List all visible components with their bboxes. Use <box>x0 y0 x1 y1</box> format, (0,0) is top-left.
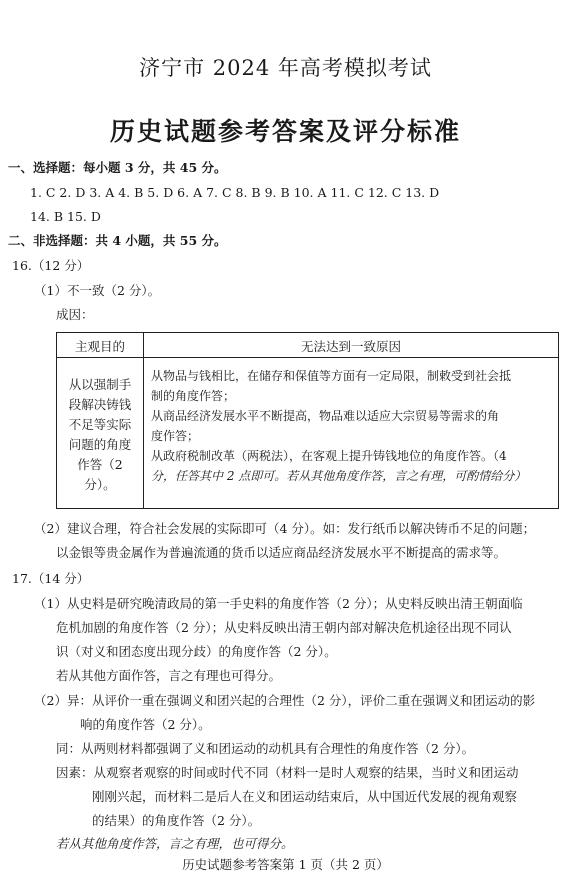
q17-part2-note: 若从其他角度作答，言之有理，也可得分。 <box>56 836 294 851</box>
q17-part1-line2: 危机加剧的角度作答（2 分）；从史料反映出清王朝内部对解决危机途径出现不同认 <box>56 620 512 635</box>
q16-part2-line1: （2）建议合理，符合社会发展的实际即可（4 分）。如：发行纸币以解决铸币不足的问题； <box>34 521 536 536</box>
reason-line: 从物品与钱相比，在储存和保值等方面有一定局限，制敕受到社会抵 <box>151 369 512 383</box>
table-header-purpose: 主观目的 <box>74 339 125 354</box>
q17-part1-note: 若从其他方面作答，言之有理也可得分。 <box>56 668 282 683</box>
reason-line: 分，任答其中 2 点即可。若从其他角度作答，言之有理，可酌情给分） <box>151 469 527 483</box>
table-column-divider <box>143 333 144 508</box>
purpose-line: 段解决铸钱 <box>68 397 132 412</box>
table-header-reason: 无法达到一致原因 <box>300 339 401 354</box>
reason-line: 从商品经济发展水平不断提高，物品难以适应大宗贸易等需求的角 <box>151 409 500 423</box>
reason-line: 从政府税制改革（两税法），在客观上提升铸钱地位的角度作答。（4 <box>151 449 507 463</box>
q17-part1-line3: 识（对义和团态度出现分歧）的角度作答（2 分）。 <box>56 644 337 659</box>
q17-label: 17.（14 分） <box>12 571 90 586</box>
table-cell-reasons <box>151 366 554 486</box>
q16-label: 16.（12 分） <box>12 258 90 273</box>
purpose-line: 不足等实际 <box>68 417 132 432</box>
q17-part2-line2: 响的角度作答（2 分）。 <box>80 717 211 732</box>
q17-part2-factor-line1: 因素：从观察者观察的时间或时代不同（材料一是时人观察的结果，当时义和团运动 <box>56 765 519 780</box>
reason-line: 制的角度作答； <box>151 389 236 403</box>
q16-answer-table <box>56 332 559 509</box>
reason-line: 度作答； <box>151 429 200 443</box>
answers-line-1: 1. C 2. D 3. A 4. B 5. D 6. A 7. C 8. B 9. B 10. A 11. C 12. C 13. D <box>30 185 440 200</box>
purpose-line: 问题的角度 <box>68 437 132 452</box>
exam-title: 济宁市 2024 年高考模拟考试 <box>139 56 432 80</box>
section1-heading: 一、选择题：每小题 3 分，共 45 分。 <box>8 160 227 175</box>
q16-cause-label: 成因： <box>56 307 94 322</box>
q17-part2-line1: （2）异：从评价一重在强调义和团兴起的合理性（2 分），评价二重在强调义和团运动的影 <box>34 693 536 708</box>
page-footer: 历史试题参考答案第 1 页（共 2 页） <box>182 857 389 872</box>
document-subtitle: 历史试题参考答案及评分标准 <box>109 117 461 146</box>
purpose-line: 从以强制手 <box>68 377 132 392</box>
section2-heading: 二、非选择题：共 4 小题，共 55 分。 <box>8 233 227 248</box>
q17-part2-factor-line2: 刚刚兴起，而材料二是后人在义和团运动结束后，从中国近代发展的视角观察 <box>92 789 518 804</box>
table-cell-purpose <box>61 375 139 495</box>
q17-part2-factor-line3: 的结果）的角度作答（2 分）。 <box>92 813 261 828</box>
purpose-line: 作答（2 分）。 <box>77 457 123 492</box>
q16-part2-line2: 以金银等贵金属作为普遍流通的货币以适应商品经济发展水平不断提高的需求等。 <box>56 545 507 560</box>
q17-part1-line1: （1）从史料是研究晚清政局的第一手史料的角度作答（2 分）；从史料反映出清王朝面临 <box>34 596 523 611</box>
q17-part2-same: 同：从两则材料都强调了义和团运动的动机具有合理性的角度作答（2 分）。 <box>56 741 475 756</box>
q16-part1: （1）不一致（2 分）。 <box>34 283 161 298</box>
answers-line-2: 14. B 15. D <box>30 209 101 224</box>
